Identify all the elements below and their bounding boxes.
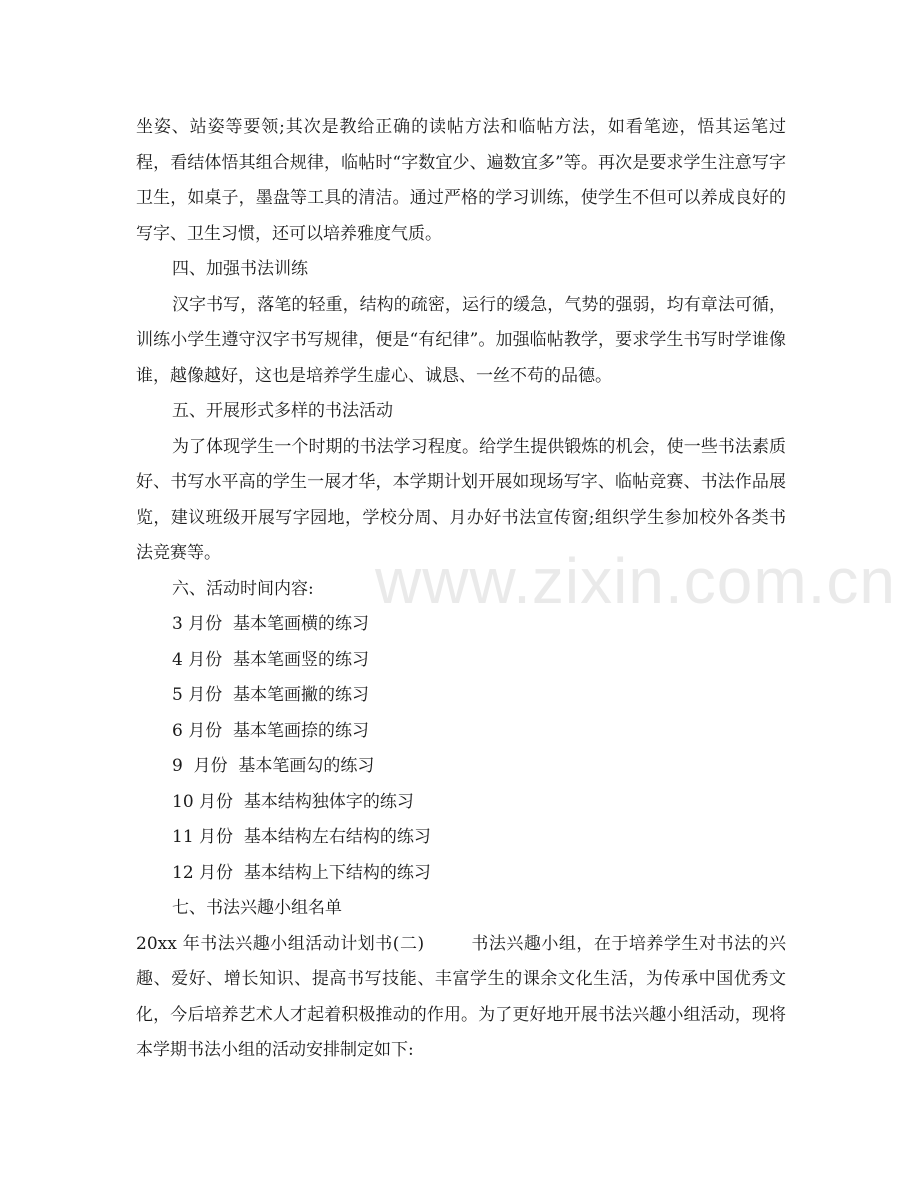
section-heading-5: 五、开展形式多样的书法活动 (172, 401, 393, 421)
paragraph-activities: 为了体现学生一个时期的书法学习程度。给学生提供锻炼的机会，使一些书法素质好、书写水平高的学生一展才华，本学期计划开展如现场写字、临帖竞赛、书法作品展览，建议班级开展写字园地，学校分周、月办好书法宣传窗;组织学生参加校外各类书法竞赛等。 (136, 436, 786, 563)
document-body (136, 110, 786, 1069)
schedule-item: 11 月份 基本结构左右结构的练习 (172, 827, 431, 847)
schedule-list (136, 607, 786, 891)
paragraph-posture-and-copying: 坐姿、站姿等要领;其次是教给正确的读帖方法和临帖方法，如看笔迹，悟其运笔过程，看结体悟其组合规律，临帖时“字数宜少、遍数宜多”等。再次是要求学生注意写字卫生，如桌子，墨盘等工具的清洁。通过严格的学习训练，使学生不但可以养成良好的写字、卫生习惯，还可以培养雅度气质。 (136, 117, 786, 244)
paragraph-plan-two-intro: 20xx 年书法兴趣小组活动计划书(二) 书法兴趣小组，在于培养学生对书法的兴趣、爱好、增长知识、提高书写技能、丰富学生的课余文化生活，为传承中国优秀文化，今后培养艺术人才起着积极推动的作用。为了更好地开展书法兴趣小组活动，现将本学期书法小组的活动安排制定如下: (136, 933, 786, 1060)
schedule-item: 12 月份 基本结构上下结构的练习 (172, 862, 431, 883)
section-heading-4: 四、加强书法训练 (172, 259, 308, 279)
schedule-item: 5 月份 基本笔画撇的练习 (172, 685, 370, 705)
watermark-logo: www.zixin.com.cn (375, 545, 896, 617)
schedule-item: 3 月份 基本笔画横的练习 (172, 614, 370, 634)
schedule-item: 10 月份 基本结构独体字的练习 (172, 791, 414, 812)
section-heading-6: 六、活动时间内容: (172, 578, 314, 599)
paragraph-writing-rules: 汉字书写，落笔的轻重，结构的疏密，运行的缓急，气势的强弱，均有章法可循，训练小学生遵守汉字书写规律，便是“有纪律”。加强临帖教学，要求学生书写时学谁像谁，越像越好，这也是培养学生虚心、诚恳、一丝不苟的品德。 (136, 294, 786, 386)
schedule-item: 4 月份 基本笔画竖的练习 (172, 649, 370, 670)
schedule-item: 9 月份 基本笔画勾的练习 (172, 756, 375, 776)
schedule-item: 6 月份 基本笔画捺的练习 (172, 720, 370, 741)
section-heading-7: 七、书法兴趣小组名单 (172, 898, 342, 918)
